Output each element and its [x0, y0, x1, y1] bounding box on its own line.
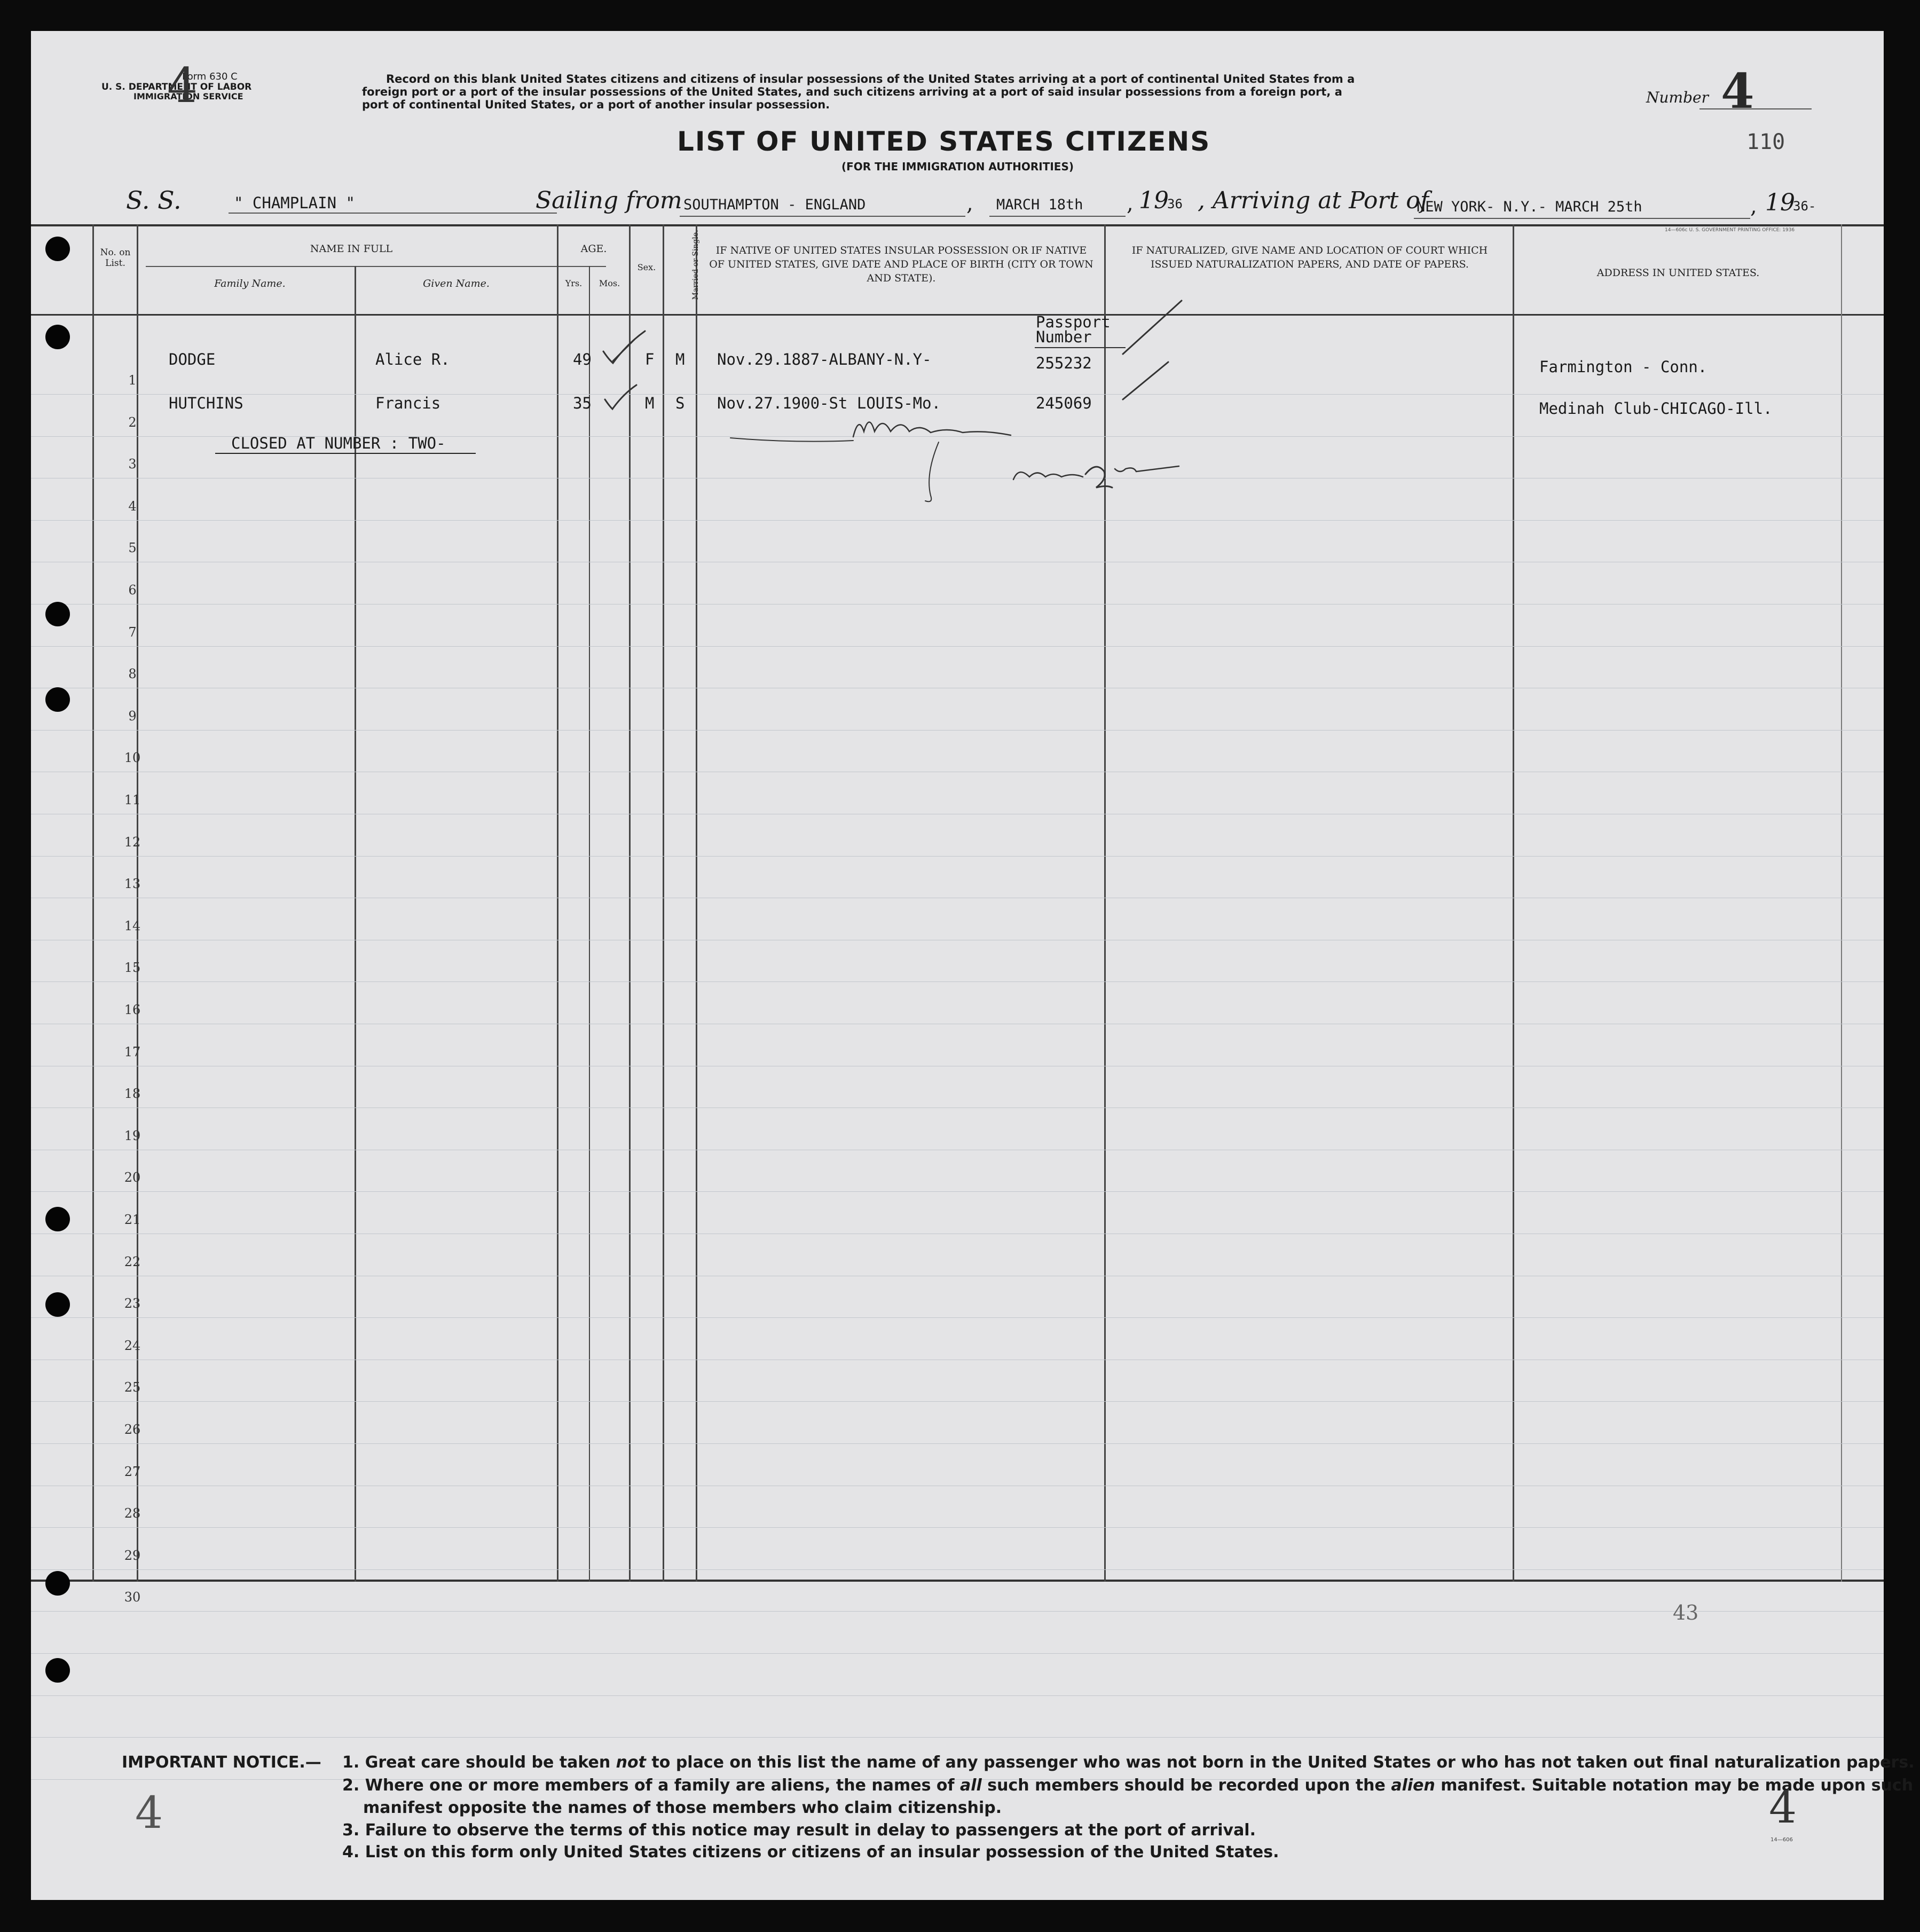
notice-item-2: [342, 1776, 1913, 1795]
row-number: 4: [128, 498, 137, 514]
manifest-sheet: [31, 31, 1915, 1900]
notice-item-2-number: 2.: [342, 1776, 360, 1795]
age-years-cell: 35: [573, 394, 592, 412]
row-number: 27: [124, 1464, 141, 1479]
binder-hole: [45, 1292, 70, 1317]
notice-item-4-text: List on this form only United States citizens or citizens of an insular possession of the United States.: [365, 1843, 1279, 1862]
binder-hole: [45, 237, 70, 261]
signature-stroke: [730, 438, 853, 442]
notice-item-1-text-b: to place on this list the name of any passenger who was not born in the United States or who has not taken out final naturalization papers.: [646, 1753, 1915, 1772]
header-yrs: Yrs.: [565, 278, 583, 288]
married-cell: M: [675, 350, 685, 368]
notice-item-2-emphasis-1: all: [960, 1776, 982, 1795]
row-number: 6: [128, 583, 137, 598]
notice-item-1: [342, 1753, 1915, 1772]
closed-at-number-note: CLOSED AT NUMBER : TWO-: [231, 434, 446, 452]
sailing-year-prefix: 19: [1139, 187, 1169, 214]
row-number: 8: [128, 666, 137, 682]
departure-port: SOUTHAMPTON - ENGLAND: [683, 197, 866, 213]
given-name-cell: Francis: [375, 394, 441, 412]
handwritten-2: [1085, 467, 1112, 488]
header-address: ADDRESS IN UNITED STATES.: [1596, 267, 1760, 279]
service-name: IMMIGRATION SERVICE: [133, 91, 243, 101]
sailing-date: MARCH 18th: [996, 197, 1083, 213]
sailing-year: 36: [1167, 197, 1183, 211]
row-number: 18: [124, 1086, 141, 1102]
row-number: 30: [124, 1590, 141, 1605]
row-number: 5: [128, 540, 137, 556]
notice-item-2-line-2: manifest opposite the names of those members who claim citizenship.: [363, 1799, 1002, 1817]
ship-name: " CHAMPLAIN ": [234, 194, 355, 212]
row-number: 14: [124, 918, 141, 933]
handwritten-time: [1115, 466, 1179, 472]
header-given-name: Given Name.: [423, 278, 490, 289]
row-number: 7: [128, 624, 137, 640]
header-family-name: Family Name.: [214, 278, 286, 289]
row-number: 19: [124, 1128, 141, 1143]
row-number: 26: [124, 1422, 141, 1437]
arriving-label-text: Arriving at Port of: [1212, 187, 1429, 214]
notice-item-3-number: 3.: [342, 1821, 360, 1840]
signature-scrawl: [853, 422, 1011, 437]
bottom-right-number: 4: [1769, 1782, 1797, 1833]
passport-header-line-1: Passport: [1036, 313, 1111, 331]
binder-hole: [45, 602, 70, 626]
binder-hole: [45, 687, 70, 712]
notice-item-1-emphasis: not: [616, 1753, 646, 1772]
row-number: 1: [128, 373, 137, 388]
row-number: 28: [124, 1506, 141, 1521]
family-name-cell: HUTCHINS: [169, 394, 243, 412]
printer-mark: 14—606c U. S. GOVERNMENT PRINTING OFFICE: 1936: [1665, 227, 1795, 233]
header-birth: IF NATIVE OF UNITED STATES INSULAR POSSESSION OR IF NATIVE OF UNITED STATES, GIVE DATE AND PLACE OF BIRTH (CITY OR TOWN AND STATE).: [709, 245, 1093, 284]
slash-mark: [1123, 362, 1168, 399]
arrival-year-prefix: 19: [1765, 189, 1795, 216]
check-mark: [605, 385, 636, 409]
bottom-left-number: 4: [135, 1788, 163, 1839]
top-left-number: 4: [167, 58, 198, 114]
row-number: 12: [124, 834, 141, 850]
birth-cell: Nov.29.1887-ALBANY-N.Y-: [717, 350, 932, 368]
instructions-line-2: foreign port or a port of the insular possessions of the United States, and such citizens arriving at a port of said insular possessions from a foreign port, a: [362, 85, 1342, 98]
family-name-cell: DODGE: [169, 350, 216, 368]
address-cell: Medinah Club-CHICAGO-Ill.: [1539, 399, 1773, 418]
notice-item-2-text-b: such members should be recorded upon the: [981, 1776, 1391, 1795]
header-sex: Sex.: [637, 262, 656, 272]
row-number: 9: [128, 708, 137, 724]
passport-number-cell: 245069: [1036, 394, 1092, 412]
age-years-cell: 49: [573, 350, 592, 368]
form-number: Form 630 C: [182, 71, 238, 82]
row-number: 20: [124, 1170, 141, 1185]
comma-2: ,: [1127, 191, 1134, 216]
notice-item-4-number: 4.: [342, 1843, 360, 1862]
row-number: 22: [124, 1254, 141, 1269]
ss-label: S. S.: [126, 186, 182, 215]
page-stamp: 43: [1673, 1601, 1699, 1624]
binder-hole: [45, 325, 70, 349]
header-mos: Mos.: [599, 278, 620, 288]
header-name-in-full: NAME IN FULL: [310, 243, 393, 255]
row-number: 24: [124, 1338, 141, 1353]
header-married-or-single: Married or Single.: [691, 230, 700, 300]
row-number: 13: [124, 876, 141, 892]
instructions-line-3: port of continental United States, or a port of another insular possession.: [362, 98, 830, 111]
page-subtitle: (FOR THE IMMIGRATION AUTHORITIES): [841, 160, 1074, 173]
notice-item-1-number: 1.: [342, 1753, 360, 1772]
address-cell: Farmington - Conn.: [1539, 358, 1707, 376]
row-number: 16: [124, 1002, 141, 1017]
list-number: 4: [1721, 63, 1754, 120]
notice-item-2-text-a: Where one or more members of a family are aliens, the names of: [365, 1776, 961, 1795]
inspector-initials: [1013, 472, 1083, 480]
row-number: 25: [124, 1380, 141, 1395]
comma-3: ,: [1750, 194, 1757, 218]
instructions-line-1: Record on this blank United States citizens and citizens of insular possessions of the United States arriving at a port of continental United States from a: [386, 73, 1355, 85]
notice-item-3: [342, 1821, 1256, 1840]
binder-hole: [45, 1658, 70, 1683]
header-no: No. on List.: [100, 247, 131, 269]
notice-item-3-text: Failure to observe the terms of this notice may result in delay to passengers at the port of arrival.: [365, 1821, 1256, 1840]
number-label: Number: [1646, 89, 1709, 106]
sex-cell: F: [645, 350, 655, 368]
check-mark-slash: [613, 340, 634, 361]
row-number: 29: [124, 1548, 141, 1563]
row-number: 3: [128, 457, 137, 472]
notice-item-2-text-c: manifest. Suitable notation may be made upon such: [1435, 1776, 1914, 1795]
header-age: AGE.: [580, 243, 607, 255]
row-number: 10: [124, 750, 141, 766]
check-mark: [603, 331, 645, 363]
arrival-year: 36-: [1793, 199, 1816, 214]
birth-cell: Nov.27.1900-St LOUIS-Mo.: [717, 394, 941, 412]
comma-1: ,: [966, 191, 973, 216]
page-title: LIST OF UNITED STATES CITIZENS: [677, 126, 1211, 157]
row-number: 21: [124, 1212, 141, 1227]
row-number: 2: [128, 414, 137, 430]
given-name-cell: Alice R.: [375, 350, 450, 368]
slash-mark: [1123, 301, 1182, 354]
row-number: 11: [124, 792, 141, 807]
passport-header-line-2: Number: [1036, 328, 1092, 346]
binder-hole: [45, 1207, 70, 1231]
handwritten-marks: [31, 31, 1884, 1900]
arriving-label: , Arriving at Port of: [1198, 187, 1429, 214]
department-name: U. S. DEPARTMENT OF LABOR: [101, 82, 252, 92]
signature-tail: [925, 442, 939, 501]
notice-item-2-emphasis-2: alien: [1391, 1776, 1435, 1795]
sailing-from-label: Sailing from: [536, 187, 682, 214]
bottom-right-mark: 14—606: [1771, 1837, 1793, 1843]
header-naturalized: IF NATURALIZED, GIVE NAME AND LOCATION OF COURT WHICH ISSUED NATURALIZATION PAPERS, AND DATE OF PAPERS.: [1131, 245, 1488, 270]
married-cell: S: [675, 394, 685, 412]
arrival-port-and-date: NEW YORK- N.Y.- MARCH 25th: [1417, 199, 1642, 215]
notice-item-1-text-a: Great care should be taken: [365, 1753, 616, 1772]
row-number: 23: [124, 1296, 141, 1311]
row-number: 15: [124, 960, 141, 976]
notice-heading: IMPORTANT NOTICE.—: [122, 1753, 321, 1772]
binder-hole: [45, 1571, 70, 1596]
notice-item-4: [342, 1843, 1279, 1862]
row-number: 17: [124, 1044, 141, 1059]
passport-number-cell: 255232: [1036, 354, 1092, 372]
sex-cell: M: [645, 394, 655, 412]
sheet-stamp-number: 110: [1746, 130, 1785, 154]
